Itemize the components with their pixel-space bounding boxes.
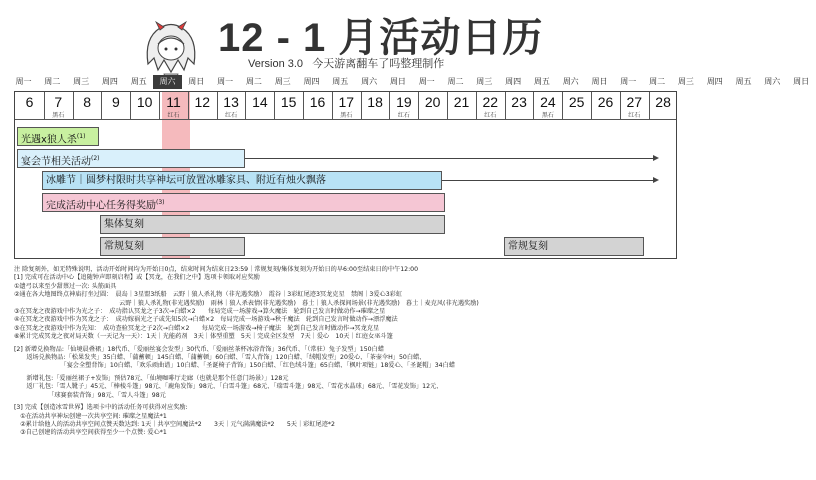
day-number: 17 xyxy=(338,94,355,110)
grid-line xyxy=(245,92,246,119)
note-line: 注 除复刻外，如无特殊说明，活动开始时间均为开始日0点，结束时间为结束日23:59｜常规复刻/集体复刻为开始日的早6:00至结束日的中午12:00 xyxy=(14,266,419,273)
grid-line xyxy=(101,92,102,119)
grid-line xyxy=(447,92,448,119)
calendar-grid xyxy=(14,91,677,259)
subtitle xyxy=(248,55,444,71)
day-number: 24 xyxy=(540,94,556,110)
grid-line xyxy=(332,92,333,119)
weekday-label: 周日 xyxy=(591,77,608,86)
arrow-head-icon xyxy=(653,177,659,183)
note-line: ②累计给他人的活动共享空间点赞天数达到: 1天｜共享空间魔法*2 3天｜元气满满魔法*2 5天｜彩虹尾迹*2 xyxy=(14,420,335,428)
event-ref: (2) xyxy=(91,155,100,162)
weekday-label: 周一 xyxy=(418,77,435,86)
day-note: 黑石 xyxy=(340,112,353,119)
event-werewolf-collab xyxy=(17,127,99,146)
event-banquet-festival xyxy=(17,149,245,168)
note-line: [2] 新增兑换物品:「仙境晨叠裙」18代币、「爱丽丝宴会发型」30代币、「爱丽丝茶杯冰浴背饰」36代币、「（常驻）兔子发型」150白蜡 xyxy=(14,345,384,353)
day-number: 12 xyxy=(194,94,211,110)
weekday-label: 周一 xyxy=(620,77,637,86)
day-number: 14 xyxy=(252,94,268,110)
day-number: 25 xyxy=(568,94,585,110)
weekday-label: 周二 xyxy=(44,77,61,86)
weekday-label: 周二 xyxy=(245,77,262,86)
day-note: 红石 xyxy=(167,112,180,119)
weekday-label: 周四 xyxy=(706,77,723,86)
grid-line xyxy=(73,92,74,119)
version-label: Version 3.0 xyxy=(248,58,304,70)
day-note: 黑石 xyxy=(541,112,554,119)
arrow-head-icon xyxy=(653,155,659,161)
weekday-label: 周二 xyxy=(649,77,666,86)
event-group-rerun xyxy=(100,215,445,234)
note-line: ②通在各大地图终点神庙打坐过圆： 晨岛｜3星盟3纸船 云野｜狼人杀礼物（非光遇奖励） 霞谷｜3彩虹尾迹3冥龙克星 禁阁｜3爱心3彩虹 xyxy=(14,291,403,299)
day-number: 26 xyxy=(597,94,614,110)
grid-line xyxy=(303,92,304,119)
grid-line xyxy=(591,92,592,119)
day-number: 16 xyxy=(309,94,326,110)
weekday-label: 周三 xyxy=(73,77,90,86)
weekday-label: 周五 xyxy=(533,77,550,86)
event-regular-rerun-2 xyxy=(504,237,644,256)
grid-line xyxy=(505,92,506,119)
event-arrow-line xyxy=(245,158,655,159)
weekday-label: 周一 xyxy=(15,77,32,86)
day-note: 红石 xyxy=(225,112,238,119)
grid-line xyxy=(620,92,621,119)
note-line: ④在冥龙之夜游戏中作为冥龙之子： 成功嫁祸光之子或先知5次→白蜡×2 每局完成一场游戏→秋千魔法 轮到自己发言时做动作→漂浮魔法 xyxy=(14,316,398,324)
day-number: 7 xyxy=(54,94,63,110)
weekday-label: 周五 xyxy=(130,77,147,86)
event-label: 光遇x狼人杀 xyxy=(21,134,77,146)
grid-line xyxy=(476,92,477,119)
day-number: 22 xyxy=(482,94,499,110)
grid-line xyxy=(44,92,45,119)
note-line: ⑤在冥龙之夜游戏中作为先知： 成功查验冥龙之子2次→白蜡×2 每局完成一场游戏→椅子魔法 轮到自己发言时做动作→冥龙克星 xyxy=(14,324,380,332)
weekday-label: 周五 xyxy=(332,77,349,86)
event-activity-center-rewards xyxy=(42,193,445,212)
weekday-label: 周五 xyxy=(735,77,752,86)
weekday-label: 周三 xyxy=(677,77,694,86)
note-line: ①遗弓以来至少甜蔡过一次: 头筋面具 xyxy=(14,282,117,290)
page-title: 12 - 1 月活动日历 xyxy=(218,16,544,60)
day-number: 8 xyxy=(83,94,91,110)
note-line: [1] 完成可在活动中心【追随钟声即刻启程】或【冥龙，在我们之中】选项卡领取对应奖励 xyxy=(14,274,260,282)
event-ice-sculpture-festival xyxy=(42,171,442,190)
weekday-label: 周一 xyxy=(217,77,234,86)
day-number: 6 xyxy=(25,94,34,110)
event-label: 常规复刻 xyxy=(508,241,548,252)
day-number: 9 xyxy=(111,94,120,110)
day-number: 15 xyxy=(280,94,297,110)
day-number: 27 xyxy=(626,94,643,110)
grid-line xyxy=(274,92,275,119)
grid-line xyxy=(389,92,390,119)
weekday-label: 周四 xyxy=(505,77,522,86)
grid-line xyxy=(217,92,218,119)
weekday-label: 周六 xyxy=(361,77,378,86)
weekday-label: 周日 xyxy=(188,77,205,86)
event-arrow-line xyxy=(442,180,655,181)
day-number: 13 xyxy=(223,94,239,110)
day-number: 21 xyxy=(453,94,470,110)
day-number: 28 xyxy=(655,94,671,110)
note-line: ①在活动共享神坛创建一次共享空间: 璀璨之星魔法*1 xyxy=(14,412,167,420)
weekday-label: 周日 xyxy=(389,77,406,86)
weekday-label: 周三 xyxy=(274,77,291,86)
weekday-label: 周六 xyxy=(764,77,781,86)
note-line: ⑥累计完成冥龙之夜对局天数（一天记为一天）：1天｜光能药剂 3天｜体型重塑 5天｜完成全区发型 7天｜爱心 10天｜红庭女巫斗篷 xyxy=(14,333,393,341)
weekday-label: 周三 xyxy=(476,77,493,86)
grid-line xyxy=(361,92,362,119)
day-number: 23 xyxy=(511,94,527,110)
event-label: 完成活动中心任务得奖励 xyxy=(46,200,156,212)
note-line: ③在冥龙之夜游戏中作为光之子： 成功指认冥龙之子3次→白蜡×2 每局完成一场游戏→算火魔法 轮到自己发言时做动作→璀璨之星 xyxy=(14,308,386,316)
day-note: 红石 xyxy=(397,112,410,119)
event-regular-rerun-1 xyxy=(100,237,245,256)
event-label: 常规复刻 xyxy=(104,241,144,252)
event-label: 宴会节相关活动 xyxy=(21,156,91,168)
note-line: 新增礼包:「爱丽丝裙子+发饰」预估78元、「仙境咖啡厅走廊（也就是那个任意门场景）」128元 xyxy=(14,374,289,382)
grid-line xyxy=(562,92,563,119)
event-ref: (1) xyxy=(76,133,86,140)
note-line: 「宴会全塑背饰」10白蜡、「欢乐顽曲谱」10白蜡、「圣诞椅子背饰」150白蜡、「红色绒斗篷」65白蜡、「枫叶项链」18爱心、「圣诞帽」34白蜡 xyxy=(14,362,455,370)
day-number: 18 xyxy=(367,94,383,110)
character-avatar xyxy=(140,18,202,80)
grid-line xyxy=(188,92,189,119)
grid-line xyxy=(418,92,419,119)
grid-line xyxy=(533,92,534,119)
day-note: 红石 xyxy=(628,112,641,119)
weekday-label: 周六 xyxy=(562,77,579,86)
day-note: 黑石 xyxy=(52,112,65,119)
day-note: 红石 xyxy=(484,112,497,119)
note-line: [3] 完成【创造冰雪世界】选项卡中的活动任务可获得对应奖励: xyxy=(14,404,188,412)
grid-line xyxy=(159,92,160,119)
grid-line xyxy=(130,92,131,119)
event-label: 冰雕节｜圆梦村限时共享神坛可放置冰雕家具、附近有烛火飘落 xyxy=(46,175,326,186)
grid-line xyxy=(649,92,650,119)
weekday-label: 周四 xyxy=(303,77,320,86)
note-line: ③自己创建的活动共享空间获得至少一个点赞: 爱心*1 xyxy=(14,429,167,437)
weekday-label: 周二 xyxy=(447,77,464,86)
event-label: 集体复刻 xyxy=(104,219,144,230)
credit-label: 今天游离翻车了吗整理制作 xyxy=(312,58,445,70)
day-number: 20 xyxy=(424,94,441,110)
note-line: 「球赛套装背饰」98元、「雪人斗篷」98元 xyxy=(14,391,166,399)
notes-section xyxy=(14,266,682,438)
weekday-label: 周日 xyxy=(793,77,810,86)
grid-divider xyxy=(15,119,676,120)
event-ref: (3) xyxy=(156,199,165,206)
weekday-label: 周六 xyxy=(153,75,182,89)
weekday-row xyxy=(14,75,810,89)
day-number: 10 xyxy=(136,94,153,110)
day-number: 11 xyxy=(166,94,181,110)
note-line: 云野｜狼人杀礼物(非光遇奖励) 雨林｜狼人杀表情(非光遇奖励) 暮土｜狼人杀探间场景(非光遇奖励) 暮土｜麦克风(非光遇奖励) xyxy=(14,299,479,307)
day-number: 19 xyxy=(396,94,412,110)
note-line: 返厂礼包:「雪人靴子」45元、「棒棱斗篷」98元、「鹿角发饰」98元、「白雪斗篷」68元、「瑞雪斗篷」98元、「雪花水晶球」68元、「雪花发饰」12元、 xyxy=(14,383,443,391)
note-line: 返场兑换物品:「松果发夹」35白蜡、「蒲蓄顿」145白蜡、「蒲蓄顿」60白蜡、「雪人背饰」120白蜡、「绒帽发型」20爱心、「茶壶伞H」50白蜡、 xyxy=(14,354,426,362)
weekday-label: 周四 xyxy=(101,77,118,86)
